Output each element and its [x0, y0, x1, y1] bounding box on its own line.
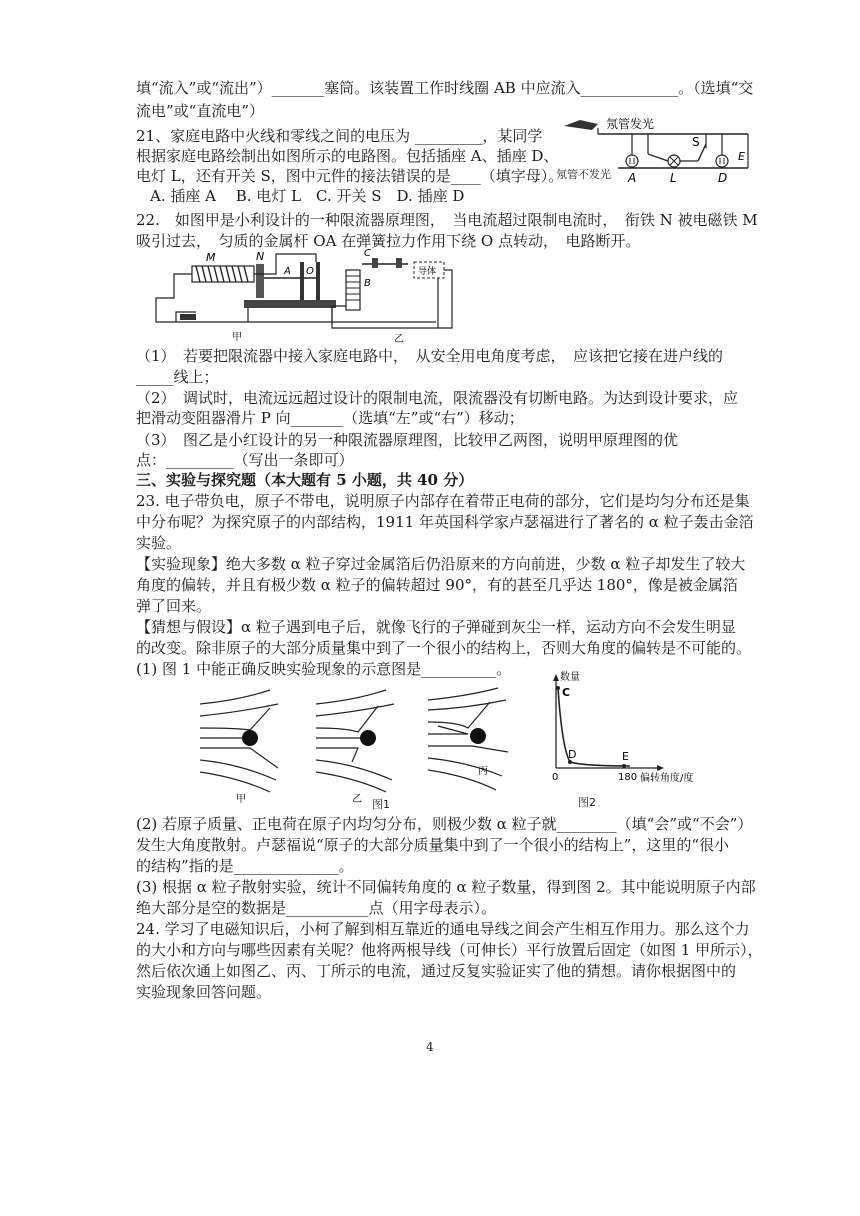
nucleus-icon	[360, 730, 376, 746]
text-line: 的结构”指的是______________。	[136, 857, 354, 875]
test-pen-icon	[564, 120, 598, 130]
text-line: （2） 调试时，电流远远超过设计的限制电流，限流器没有切断电路。为达到设计要求，应	[136, 389, 739, 407]
text-line: 绝大部分是空的数据是___________点（用字母表示）。	[136, 899, 497, 917]
text-line: (1) 图 1 中能正确反映实验现象的示意图是__________。	[136, 660, 512, 678]
svg-text:甲: 甲	[232, 332, 242, 343]
svg-text:E: E	[622, 750, 629, 763]
svg-text:180: 180	[618, 772, 638, 783]
text-line: 的大小和方向与哪些因素有关呢？他将两根导线（可伸长）平行放置后固定（如图 1 甲所示），	[136, 941, 763, 959]
text-line: 根据家庭电路绘制出如图所示的电路图。包括插座 A、插座 D、	[136, 147, 559, 165]
svg-text:A: A	[284, 266, 291, 277]
nucleus-icon	[242, 730, 258, 746]
neon-no-glow-label: 氖管不发光	[556, 168, 611, 181]
socket-d-icon	[716, 155, 728, 167]
svg-text:D: D	[718, 171, 728, 185]
section-heading: 三、实验与探究题（本大题有 5 小题，共 40 分）	[136, 471, 474, 489]
text-line: 中分布呢？为探究原子的内部结构，1911 年英国科学家卢瑟福进行了著名的 α 粒子轰击金箔	[136, 513, 754, 531]
svg-text:乙: 乙	[394, 334, 404, 344]
nucleus-icon	[470, 728, 486, 744]
svg-text:L: L	[670, 171, 677, 185]
svg-text:偏转角度/度: 偏转角度/度	[640, 773, 694, 784]
svg-text:甲: 甲	[236, 794, 246, 804]
text-line: 实验。	[136, 534, 182, 552]
text-line: 点：_________（写出一条即可）	[136, 451, 354, 469]
current-limiter-figure-jia	[136, 248, 476, 344]
alpha-scattering-figure-1	[200, 682, 526, 804]
svg-text:丙: 丙	[478, 766, 488, 777]
svg-text:B: B	[364, 278, 371, 289]
svg-text:O: O	[306, 266, 314, 277]
page-number: 4	[426, 1040, 434, 1054]
text-line: 21、家庭电路中火线和零线之间的电压为 _________，某同学	[136, 127, 543, 145]
panel-jia	[200, 690, 278, 804]
text-line: 【猜想与假设】α 粒子遇到电子后，就像飞行的子弹碰到灰尘一样，运动方向不会发生明显	[136, 618, 736, 636]
neon-glow-label: 氖管发光	[606, 117, 655, 131]
text-line: 的改变。除非原子的大部分质量集中到了一个很小的结构上，否则大角度的偏转是不可能的。	[136, 639, 752, 657]
text-line: 把滑动变阻器滑片 P 向_______（选填“左”或“右”）移动；	[136, 409, 524, 427]
socket-a-icon	[626, 155, 638, 167]
svg-text:E: E	[738, 150, 745, 163]
figure-1-caption: 图1	[372, 798, 390, 811]
figure-2-caption: 图2	[578, 796, 596, 809]
svg-text:导体: 导体	[418, 267, 437, 277]
text-line: 23. 电子带负电，原子不带电，说明原子内部存在着带正电荷的部分，它们是均匀分布还是集	[136, 492, 750, 510]
armature-icon	[256, 264, 264, 298]
rheostat-icon	[180, 314, 196, 320]
text-line: 填“流入”或“流出”）_______塞筒。该装置工作时线圈 AB 中应流入_____________。（选填“交	[136, 79, 754, 97]
text-line: 发生大角度散射。卢瑟福说“原子的大部分质量集中到了一个很小的结构上”，这里的“很小	[136, 836, 730, 854]
text-line: （1） 若要把限流器中接入家庭电路中， 从安全用电角度考虑， 应该把它接在进户线的	[136, 347, 724, 365]
text-line: (3) 根据 α 粒子散射实验，统计不同偏转角度的 α 粒子数量，得到图 2。其中能说明原子内部	[136, 878, 756, 896]
panel-bing	[428, 688, 508, 790]
text-line: 电灯 L，还有开关 S，图中元件的接法错误的是____（填字母）。	[136, 167, 564, 185]
svg-text:0: 0	[552, 772, 559, 783]
panel-yi	[316, 690, 394, 804]
text-line: 22. 如图甲是小利设计的一种限流器原理图， 当电流超过限制电流时， 衔铁 N 被电磁铁 M	[136, 211, 758, 229]
svg-text:S: S	[692, 135, 700, 149]
svg-text:C: C	[562, 686, 571, 699]
svg-text:M: M	[206, 251, 216, 264]
text-line: 【实验现象】绝大多数 α 粒子穿过金属箔后仍沿原来的方向前进，少数 α 粒子却发生了较大	[136, 555, 746, 573]
svg-text:D: D	[568, 748, 577, 761]
text-line: 角度的偏转，并且有极少数 α 粒子的偏转超过 90°，有的甚至几乎达 180°，像是被金属箔	[136, 576, 738, 594]
text-line: _____线上；	[136, 368, 219, 386]
point-e	[622, 764, 626, 768]
svg-text:A: A	[628, 171, 637, 185]
svg-text:N: N	[256, 250, 265, 263]
point-c	[556, 686, 560, 690]
text-line: 然后依次通上如图乙、丙、丁所示的电流，通过反复实验证实了他的猜想。请你根据图中的	[136, 962, 737, 980]
figure-2-deflection-plot	[540, 668, 710, 788]
text-line: 弹了回来。	[136, 597, 212, 615]
text-line: 吸引过去， 匀质的金属杆 OA 在弹簧拉力作用下绕 O 点转动， 电路断开。	[136, 232, 641, 250]
text-line: 流电”或“直流电”）	[136, 102, 265, 120]
svg-text:乙: 乙	[352, 794, 362, 804]
text-line: (2) 若原子质量、正电荷在原子内均匀分布，则极少数 α 粒子就________（填“会”或“不会”）	[136, 815, 753, 833]
text-line: 24. 学习了电磁知识后，小柯了解到相互靠近的通电导线之间会产生相互作用力。那么这个力	[136, 920, 750, 938]
svg-text:C: C	[364, 248, 371, 259]
text-line: 实验现象回答问题。	[136, 983, 272, 1001]
text-line: （3） 图乙是小红设计的另一种限流器原理图，比较甲乙两图，说明甲原理图的优	[136, 431, 679, 449]
text-line: A. 插座 A B. 电灯 L C. 开关 S D. 插座 D	[150, 187, 465, 205]
svg-text:数量: 数量	[560, 672, 580, 683]
